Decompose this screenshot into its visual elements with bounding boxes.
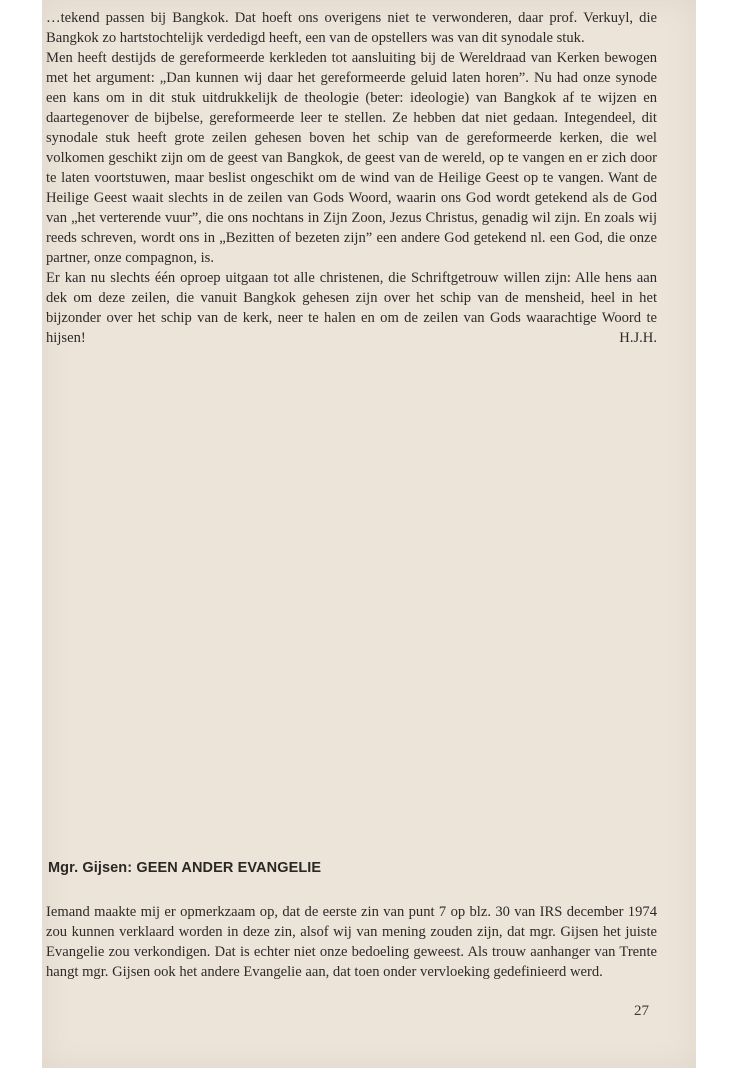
paragraph-3-text: Er kan nu slechts één oproep uitgaan tot alle christenen, die Schriftgetrouw willen zijn: Alle hens aan dek om deze zeilen, die vanuit Bangkok gehesen zijn over het schip van de mensheid, heel in het bijzonder over het schip van de kerk, neer te halen en om de zeilen van Gods waarachtige Woord te hijsen! (46, 270, 657, 346)
section-heading: Mgr. Gijsen: GEEN ANDER EVANGELIE (48, 860, 322, 876)
page-number: 27 (634, 1003, 649, 1019)
article-bottom-body (46, 902, 657, 982)
paragraph-4: Iemand maakte mij er opmerkzaam op, dat de eerste zin van punt 7 op blz. 30 van IRS december 1974 zou kunnen verklaard worden in deze zin, alsof wij van mening zouden zijn, dat mgr. Gijsen het juiste Evangelie zou verkondigen. Dat is echter niet onze bedoeling geweest. Als trouw aanhanger van Trente hangt mgr. Gijsen ook het andere Evangelie aan, dat toen onder vervloeking gedefinieerd werd. (46, 904, 657, 980)
paragraph-3 (46, 268, 657, 348)
article-top-body (46, 8, 657, 348)
paragraph-2: Men heeft destijds de gereformeerde kerkleden tot aansluiting bij de Wereldraad van Kerken bewogen met het argument: „Dan kunnen wij daar het gereformeerde geluid laten horen”. Nu had onze synode een kans om in dit stuk uitdrukkelijk de theologie (beter: ideologie) van Bangkok af te wijzen en daartegenover de bijbelse, gereformeerde leer te stellen. Ze hebben dat niet gedaan. Integendeel, dit synodale stuk heeft grote zeilen gehesen boven het schip van de gereformeerde kerken, die wel volkomen geschikt zijn om de geest van Bangkok, de geest van de wereld, op te vangen en er zich door te laten voortstuwen, maar beslist ongeschikt om de wind van de Heilige Geest op te vangen. Want de Heilige Geest waait slechts in de zeilen van Gods Woord, waarin ons God wordt getekend als de God van „het verterende vuur”, die ons nochtans in Zijn Zoon, Jezus Christus, genadig wil zijn. En zoals wij reeds schreven, wordt ons in „Bezitten of bezeten zijn” een andere God getekend nl. een God, die onze partner, onze compagnon, is. (46, 50, 657, 266)
paragraph-1: …tekend passen bij Bangkok. Dat hoeft ons overigens niet te verwonderen, daar prof. Verkuyl, die Bangkok zo hartstochtelijk verdedigd heeft, een van de opstellers was van dit synodale stuk. (46, 10, 657, 46)
book-page (42, 0, 696, 1068)
author-signature: H.J.H. (619, 330, 657, 346)
